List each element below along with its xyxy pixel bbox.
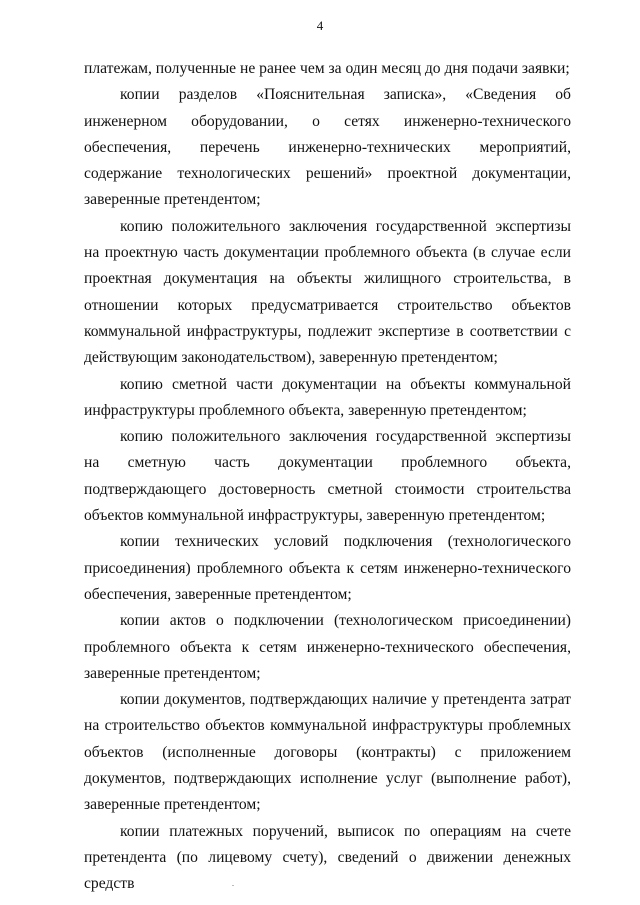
paragraph-cost-documents: копии документов, подтверждающих наличие у претендента затрат на строительство объектов коммунальной инфраструктуры проблемных объектов (исполненные договоры (контракты) с приложением документов, подтверждающих исполнение услуг (выполнение работ), заверенные претендентом; <box>84 691 571 814</box>
paragraph-estimate-documentation: копию сметной части документации на объекты коммунальной инфраструктуры проблемного объекта, заверенную претендентом; <box>84 375 571 419</box>
paragraph-technical-conditions: копии технических условий подключения (технологического присоединения) проблемного объекта к сетям инженерно-технического обеспечения, заверенные претендентом; <box>84 533 571 603</box>
paragraph-expertise-conclusion-estimate: копию положительного заключения государственной экспертизы на сметную часть документации проблемного объекта, подтверждающего достоверность сметной стоимости строительства объектов коммунальной инфраструктуры, заверенную претендентом; <box>84 428 571 525</box>
paragraph-payment-orders: копии платежных поручений, выписок по операциям на счете претендента (по лицевому счету), сведений о движении денежных средств <box>84 822 571 893</box>
paragraph-continuation: платежам, полученные не ранее чем за один месяц до дня подачи заявки; <box>84 60 570 77</box>
paragraph-expertise-conclusion-project: копию положительного заключения государственной экспертизы на проектную часть документации проблемного объекта (в случае если проектная документация на объекты жилищного строительства, в отношении которых предусматривается строительство объектов коммунальной инфраструктуры, подлежит экспертизе в соответствии с действующим законодательством), заверенную претендентом; <box>84 217 571 367</box>
document-body <box>84 56 571 898</box>
paragraph-connection-acts: копии актов о подключении (технологическом присоединении) проблемного объекта к сетям инженерно-технического обеспечения, заверенные претендентом; <box>84 612 571 682</box>
page-number: 4 <box>316 18 324 33</box>
paragraph-explanatory-note-copies: копии разделов «Пояснительная записка», «Сведения об инженерном оборудовании, о сетях инженерно-технического обеспечения, перечень инженерно-технических мероприятий, содержание технологических решений» проектной документации, заверенные претендентом; <box>84 86 571 209</box>
scan-speck <box>232 885 234 886</box>
